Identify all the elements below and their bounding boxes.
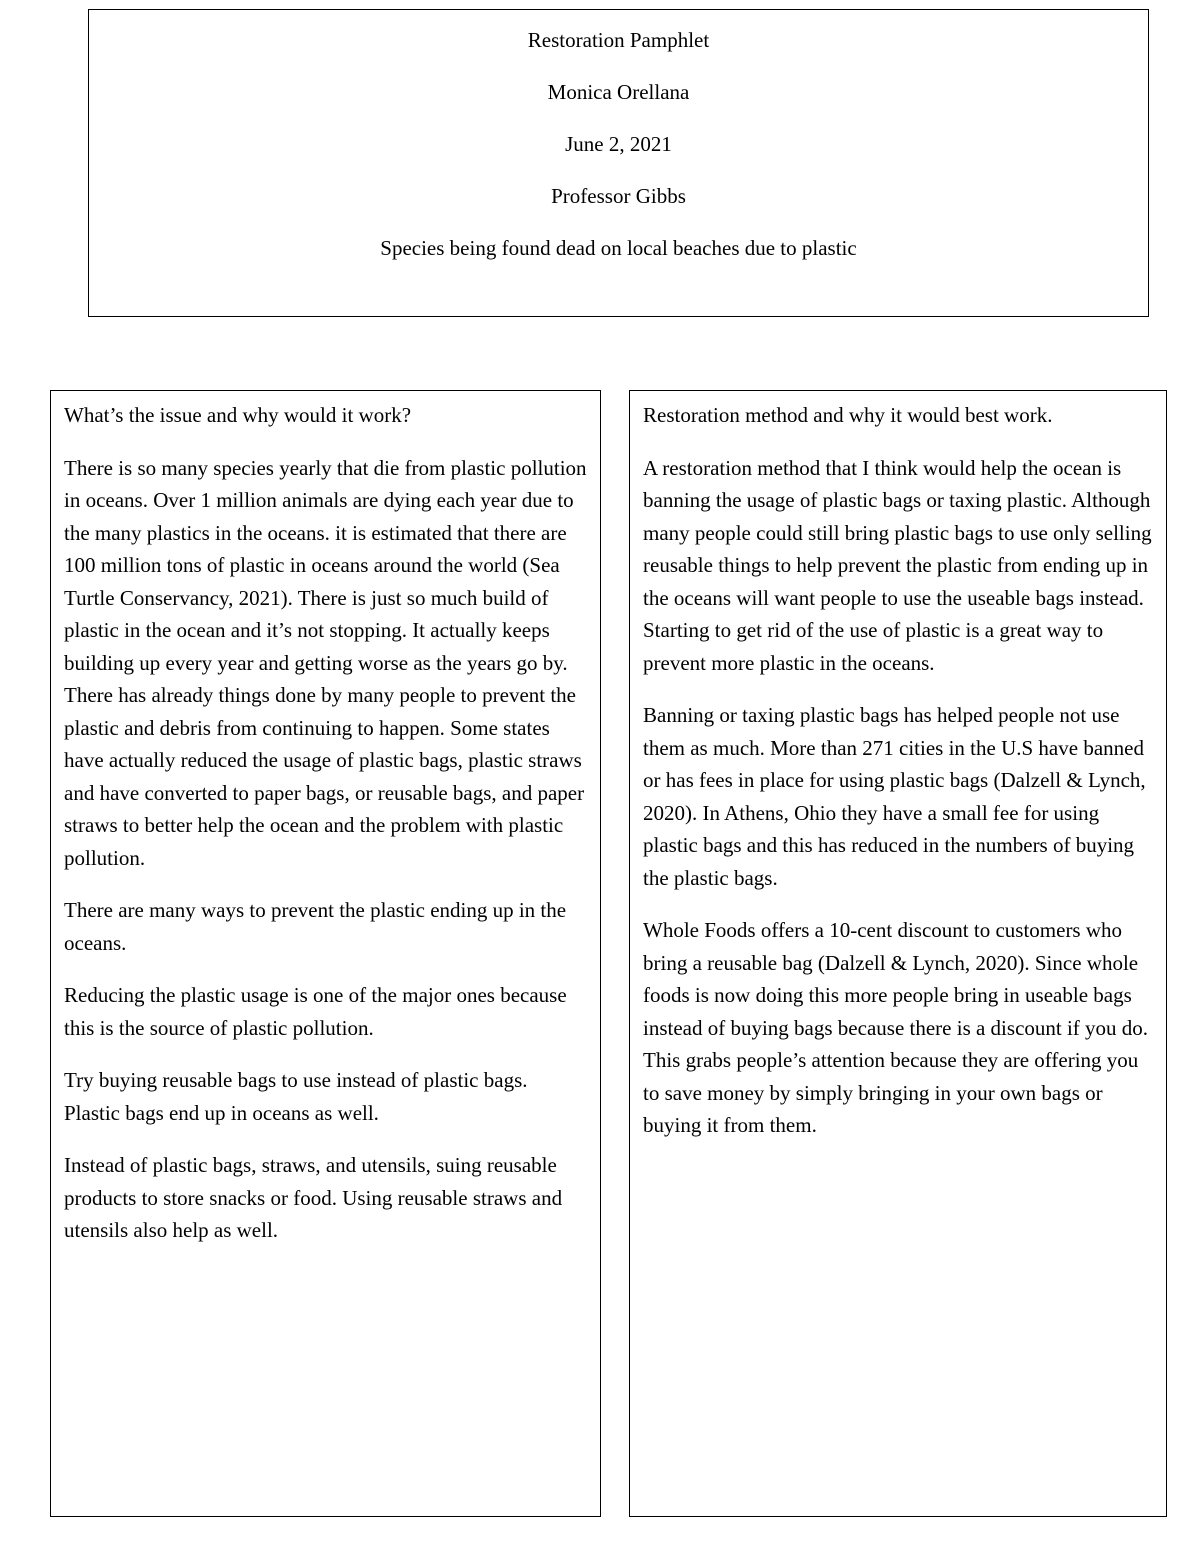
issue-paragraph: Reducing the plastic usage is one of the major ones because this is the source of plastic pollution. <box>64 983 567 1040</box>
restoration-heading: Restoration method and why it would best work. <box>643 403 1053 427</box>
pamphlet-title: Restoration Pamphlet <box>527 28 710 52</box>
restoration-paragraph: Whole Foods offers a 10-cent discount to customers who bring a reusable bag (Dalzell & Lynch, 2020). Since whole foods is now doing this more people bring in useable bags instead of buying bags because there is a discount if you do. This grabs people’s attention because they are offering you to save money by simply bringing in your own bags or buying it from them. <box>643 918 1149 1137</box>
issue-heading: What’s the issue and why would it work? <box>64 403 412 427</box>
professor-name: Professor Gibbs <box>551 184 686 208</box>
issue-paragraph: There is so many species yearly that die from plastic pollution in oceans. Over 1 million animals are dying each year due to the many plastics in the oceans. it is estimated that there are 100 million tons of plastic in oceans around the world (Sea Turtle Conservancy, 2021). There is just so much build of plastic in the ocean and it’s not stopping. It actually keeps building up every year and getting worse as the years go by. There has already things done by many people to prevent the plastic and debris from continuing to happen. Some states have actually reduced the usage of plastic bags, plastic straws and have converted to paper bags, or reusable bags, and paper straws to better help the ocean and the problem with plastic pollution. <box>64 455 587 870</box>
issue-paragraph: There are many ways to prevent the plastic ending up in the oceans. <box>64 898 567 955</box>
issue-paragraph: Try buying reusable bags to use instead of plastic bags. Plastic bags end up in oceans as well. <box>64 1068 528 1125</box>
issue-paragraph: Instead of plastic bags, straws, and utensils, suing reusable products to store snacks or food. Using reusable straws and utensils also help as well. <box>64 1153 563 1242</box>
restoration-paragraph: Banning or taxing plastic bags has helped people not use them as much. More than 271 cities in the U.S have banned or has fees in place for using plastic bags (Dalzell & Lynch, 2020). In Athens, Ohio they have a small fee for using plastic bags and this has reduced in the numbers of buying the plastic bags. <box>643 703 1146 890</box>
restoration-column <box>629 390 1167 1517</box>
restoration-paragraph: A restoration method that I think would help the ocean is banning the usage of plastic bags or taxing plastic. Although many people could still bring plastic bags to use only selling reusable things to help prevent the plastic from ending up in the oceans will want people to use the useable bags instead. Starting to get rid of the use of plastic is a great way to prevent more plastic in the oceans. <box>643 455 1152 675</box>
date-line: June 2, 2021 <box>565 132 672 156</box>
author-name: Monica Orellana <box>547 80 690 104</box>
issue-column <box>50 390 601 1517</box>
title-box <box>88 9 1149 317</box>
topic-line: Species being found dead on local beaches due to plastic <box>380 236 857 260</box>
